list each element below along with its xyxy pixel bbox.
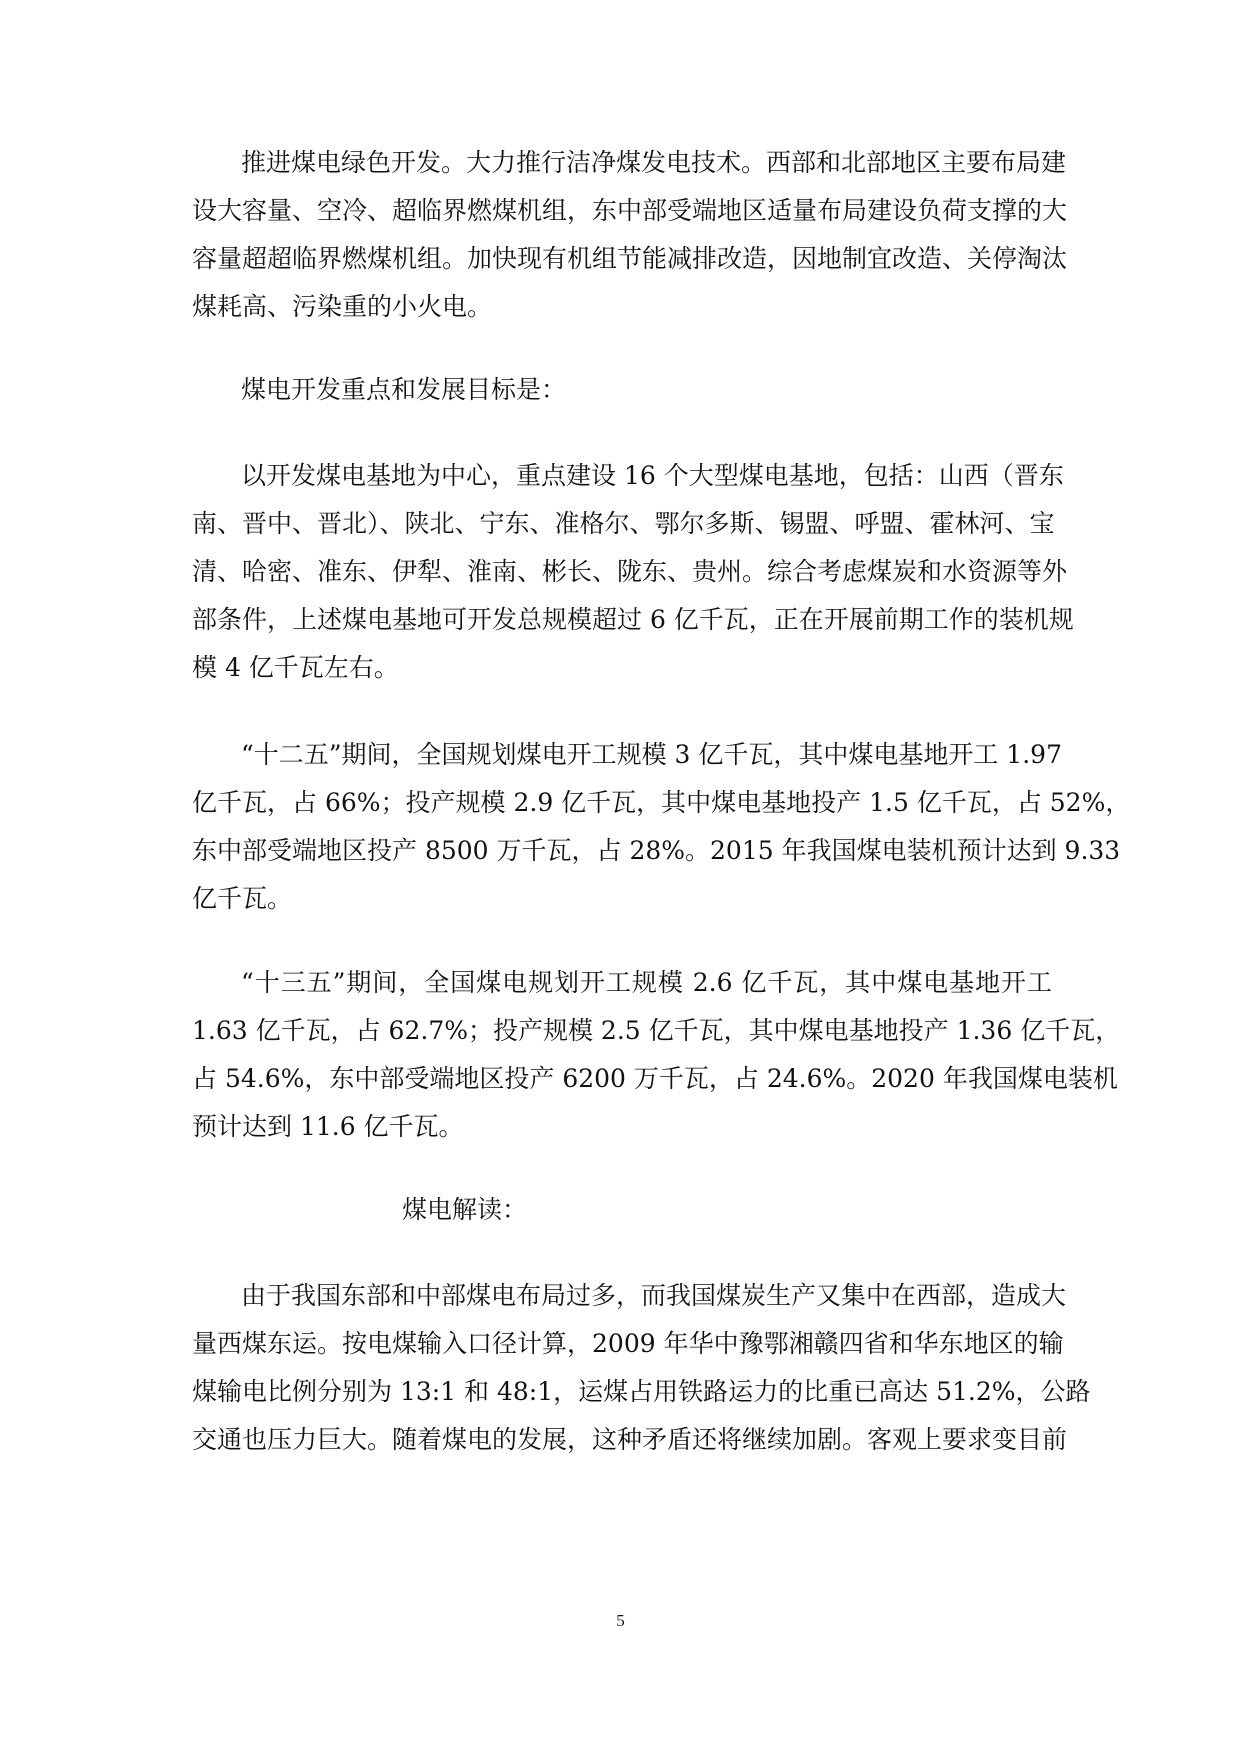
paragraph-6-line-3: 煤输电比例分别为 13:1 和 48:1，运煤占用铁路运力的比重已高达 51.2%，公路 <box>192 1377 1091 1406</box>
paragraph-1-line-2: 设大容量、空冷、超临界燃煤机组，东中部受端地区适量布局建设负荷支撑的大 <box>192 196 1068 225</box>
paragraph-6-line-2: 量西煤东运。按电煤输入口径计算，2009 年华中豫鄂湘赣四省和华东地区的输 <box>192 1329 1064 1358</box>
section-heading: 煤电解读： <box>402 1195 528 1224</box>
paragraph-5-line-4: 预计达到 11.6 亿千瓦。 <box>192 1112 464 1141</box>
paragraph-4-line-3: 东中部受端地区投产 8500 万千瓦，占 28%。2015 年我国煤电装机预计达到 9.33 <box>192 836 1121 865</box>
paragraph-6-line-4: 交通也压力巨大。随着煤电的发展，这种矛盾还将继续加剧。客观上要求变目前 <box>192 1425 1068 1454</box>
paragraph-6-line-1: 由于我国东部和中部煤电布局过多，而我国煤炭生产又集中在西部，造成大 <box>241 1281 1067 1310</box>
paragraph-3-line-4: 部条件，上述煤电基地可开发总规模超过 6 亿千瓦，正在开展前期工作的装机规 <box>192 605 1074 634</box>
paragraph-1-line-1: 推进煤电绿色开发。大力推行洁净煤发电技术。西部和北部地区主要布局建 <box>241 148 1067 177</box>
paragraph-1-line-4: 煤耗高、污染重的小火电。 <box>192 292 493 321</box>
paragraph-3-line-2: 南、晋中、晋北）、陕北、宁东、准格尔、鄂尔多斯、锡盟、呼盟、霍林河、宝 <box>192 509 1055 538</box>
paragraph-3-line-5: 模 4 亿千瓦左右。 <box>192 653 399 682</box>
paragraph-4-line-1: “十二五”期间，全国规划煤电开工规模 3 亿千瓦，其中煤电基地开工 1.97 <box>241 740 1062 769</box>
paragraph-5-line-2: 1.63 亿千瓦，占 62.7%；投产规模 2.5 亿千瓦，其中煤电基地投产 1.36 亿千瓦， <box>192 1016 1121 1045</box>
paragraph-4-line-4: 亿千瓦。 <box>192 884 293 913</box>
paragraph-2-line-1: 煤电开发重点和发展目标是： <box>241 375 567 404</box>
page-number: 5 <box>616 1611 625 1630</box>
paragraph-4-line-2: 亿千瓦，占 66%；投产规模 2.9 亿千瓦，其中煤电基地投产 1.5 亿千瓦，占 52%， <box>192 788 1131 817</box>
paragraph-5-line-1: “十三五”期间，全国煤电规划开工规模 2.6 亿千瓦，其中煤电基地开工 <box>241 968 1052 997</box>
paragraph-3-line-1: 以开发煤电基地为中心，重点建设 16 个大型煤电基地，包括：山西（晋东 <box>241 461 1064 490</box>
paragraph-5-line-3: 占 54.6%，东中部受端地区投产 6200 万千瓦，占 24.6%。2020 年我国煤电装机 <box>192 1064 1118 1093</box>
paragraph-1-line-3: 容量超超临界燃煤机组。加快现有机组节能减排改造，因地制宜改造、关停淘汰 <box>192 244 1068 273</box>
paragraph-3-line-3: 清、哈密、准东、伊犁、淮南、彬长、陇东、贵州。综合考虑煤炭和水资源等外 <box>192 557 1068 586</box>
